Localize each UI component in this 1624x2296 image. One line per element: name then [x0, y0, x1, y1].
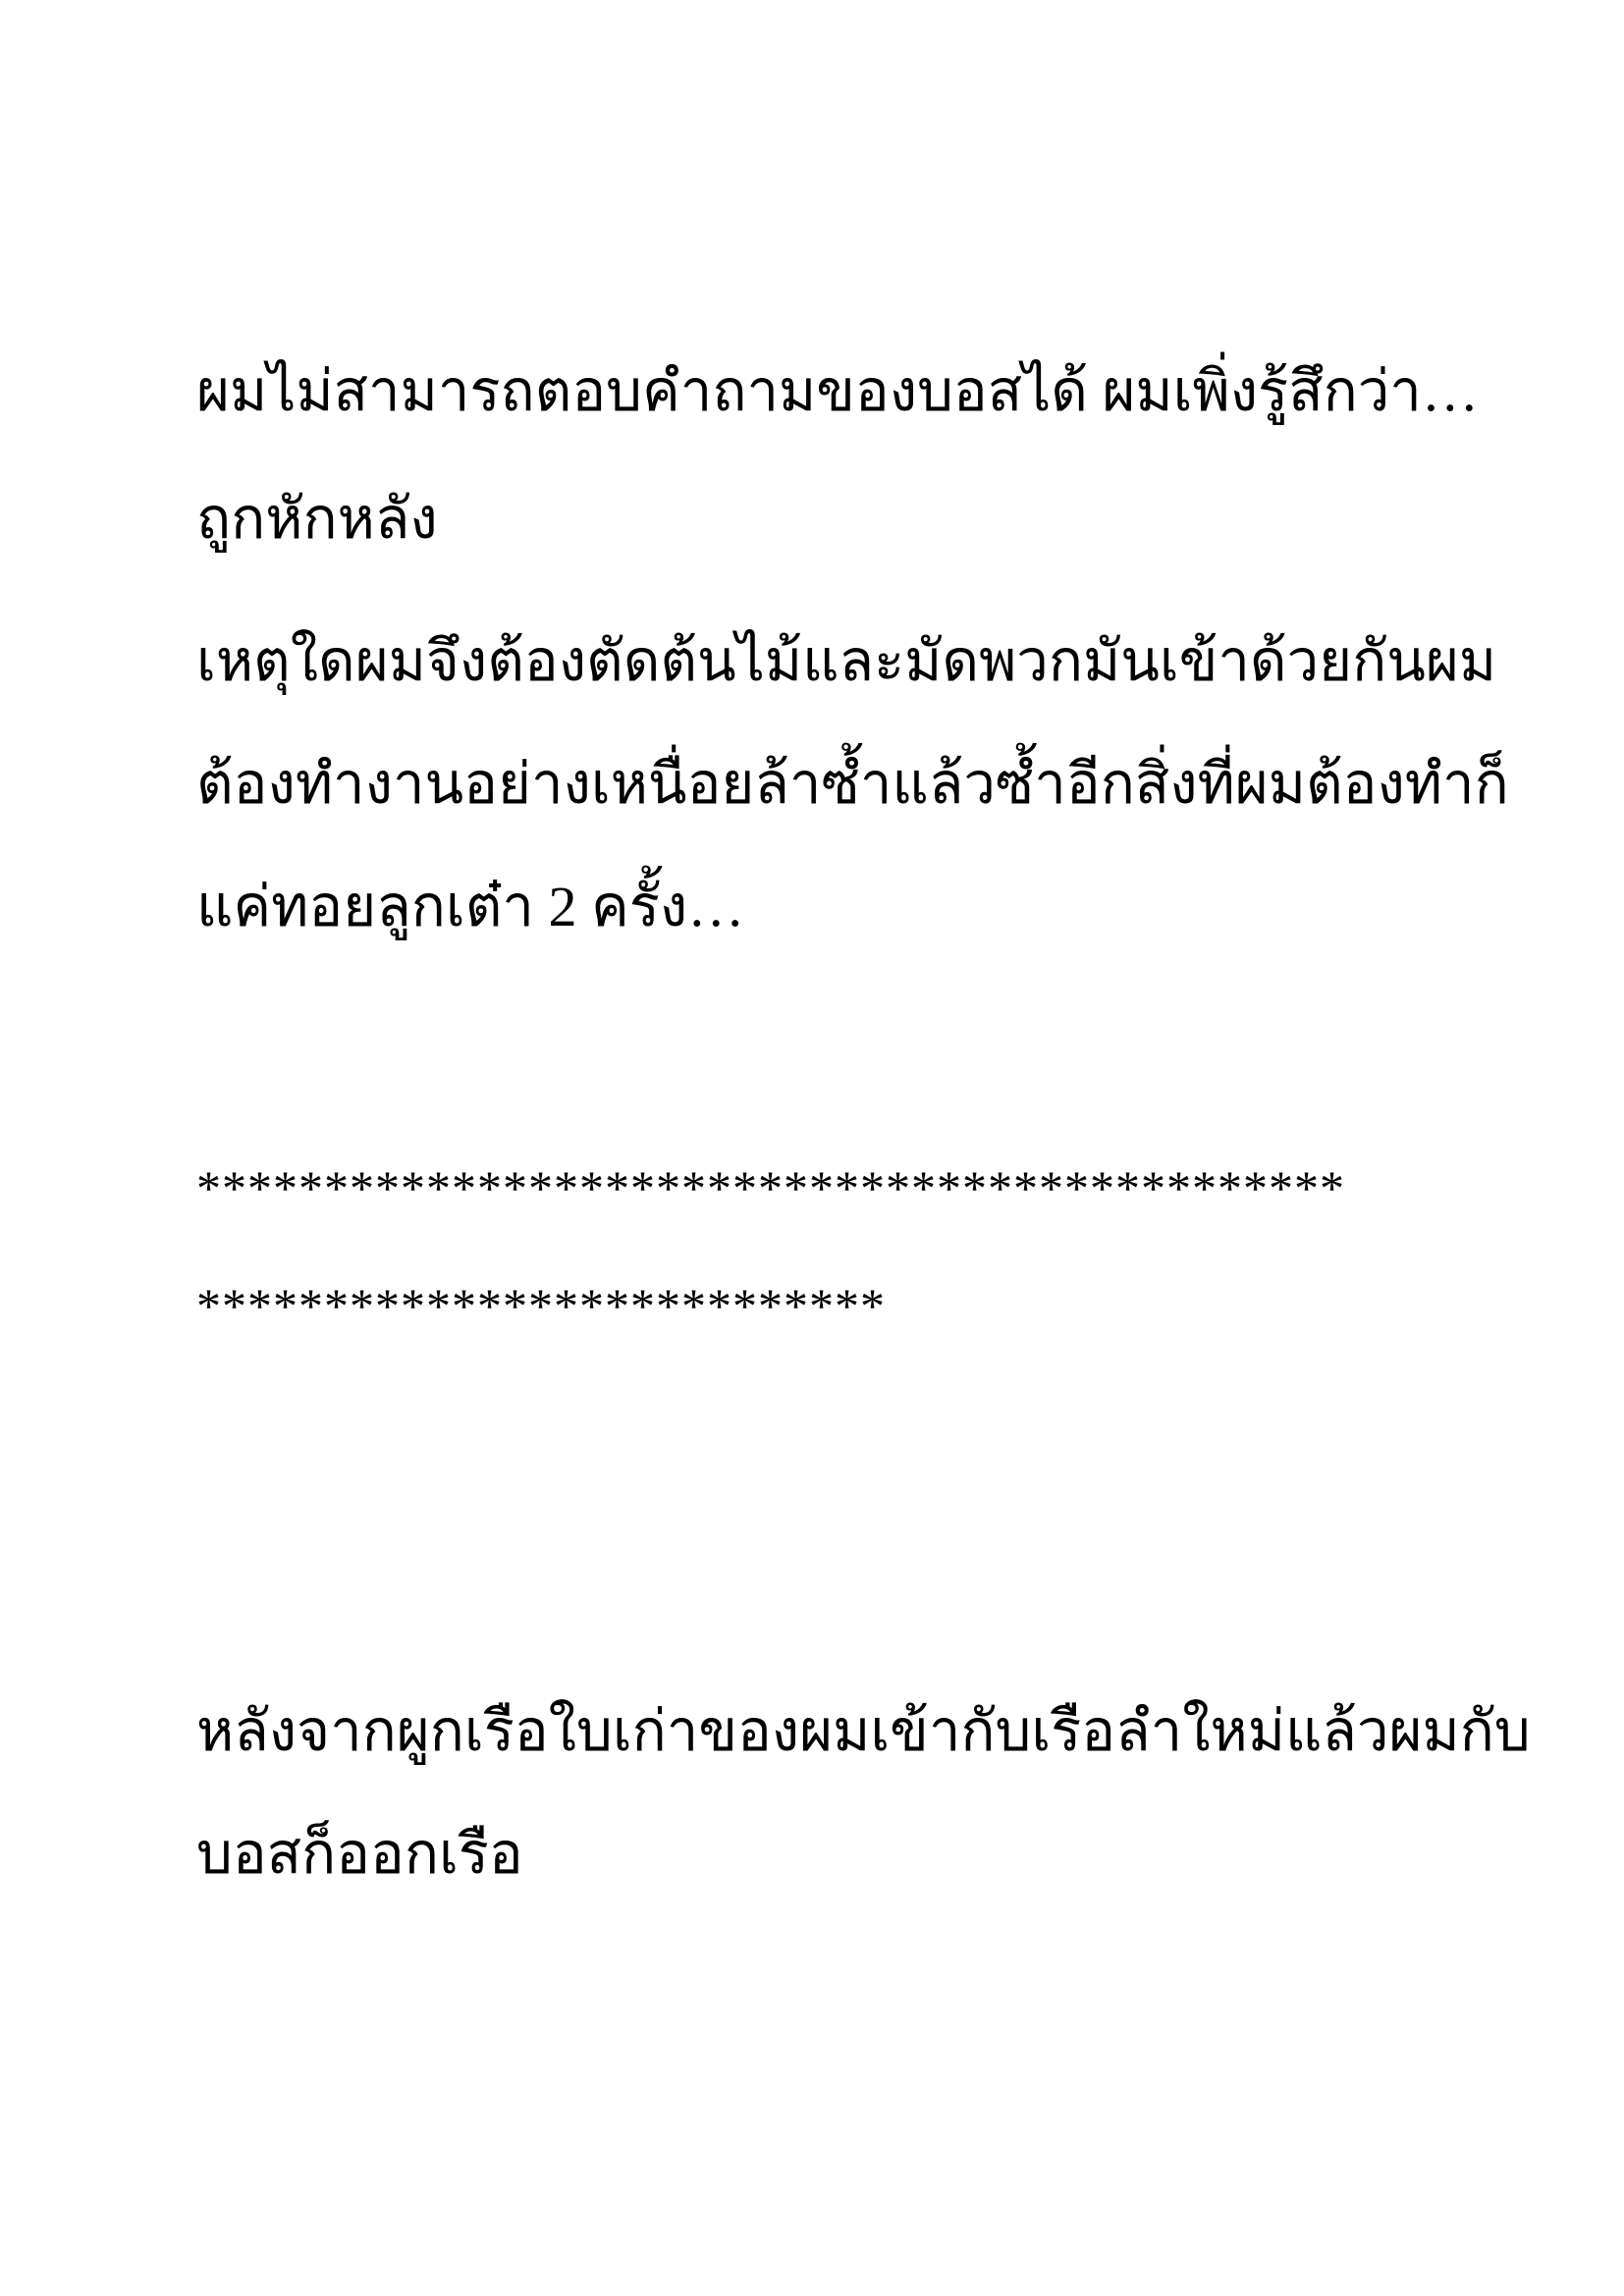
asterisk-divider-line: ***************************: [196, 1278, 886, 1333]
text-line: แค่ทอยลูกเต๋า 2 ครั้ง…: [196, 875, 745, 938]
asterisk-divider-line: *********************************************: [196, 1160, 1345, 1215]
text-line: ต้องทำงานอย่างเหนื่อยล้าซ้ำแล้วซ้ำอีกสิ่งที่ผมต้องทำก็: [196, 752, 1509, 816]
text-line: หลังจากผูกเรือใบเก่าของผมเข้ากับเรือลำใหม่แล้วผมกับ: [196, 1699, 1531, 1763]
text-line: ถูกหักหลัง: [196, 487, 438, 551]
text-line: ผมไม่สามารถตอบคำถามของบอสได้ ผมเพิ่งรู้สึกว่า…: [196, 359, 1479, 423]
text-line: เหตุใดผมจึงต้องตัดต้นไม้และมัดพวกมันเข้าด้วยกันผม: [196, 629, 1497, 693]
text-line: บอสก็ออกเรือ: [196, 1822, 523, 1886]
